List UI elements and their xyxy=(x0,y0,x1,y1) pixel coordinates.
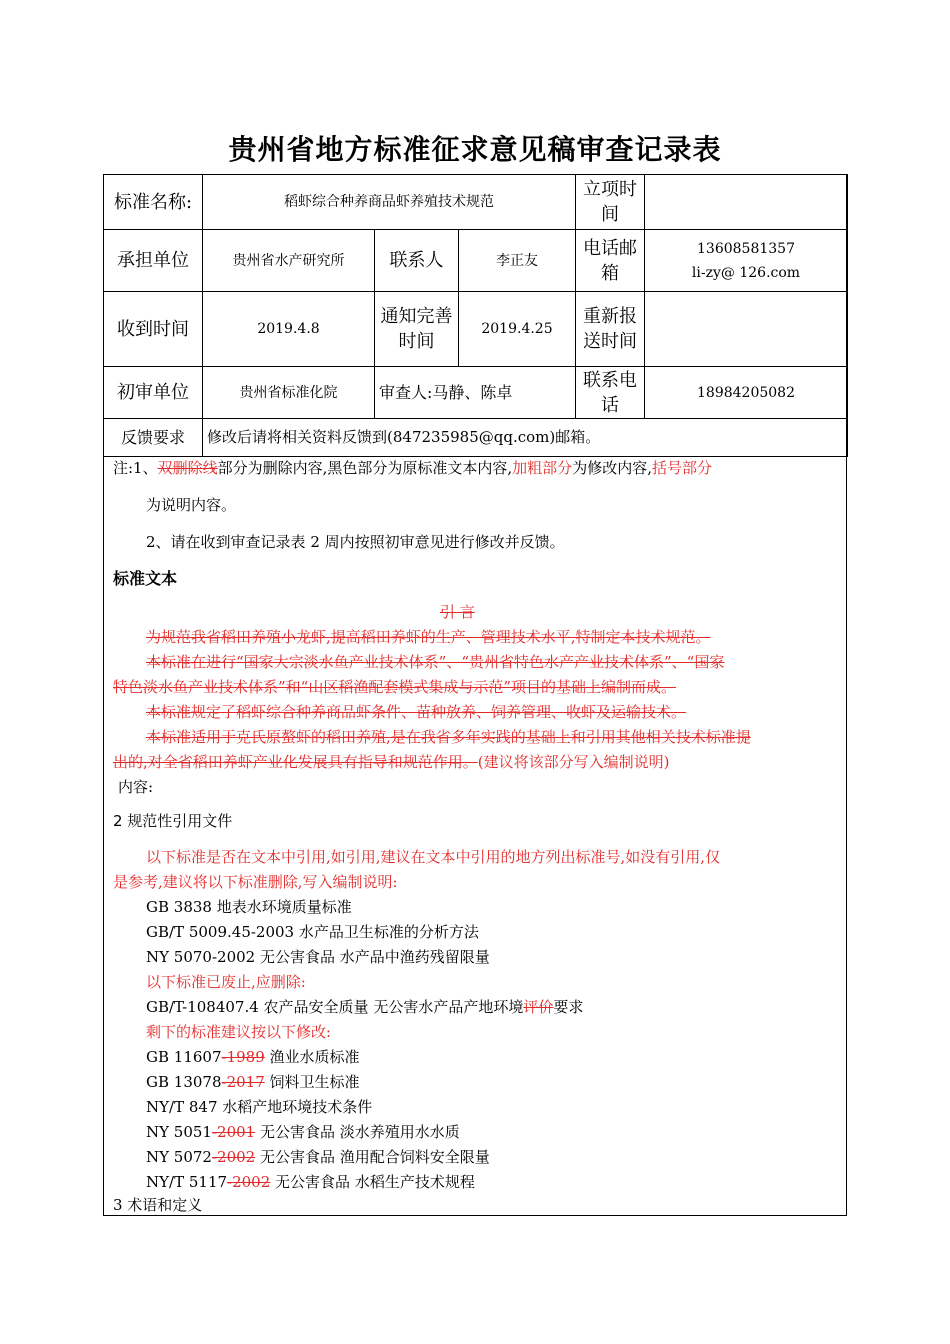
phone-value: 13608581357 xyxy=(697,240,795,257)
intro-title: 引 言 xyxy=(440,603,475,621)
ref-6-a: GB 13078 xyxy=(146,1073,222,1091)
project-time-label: 立项时间 xyxy=(576,175,645,230)
ref-1: GB 3838 地表水环境质量标准 xyxy=(146,898,352,916)
ref-5-del: -1989 xyxy=(221,1048,265,1066)
content-label: 内容: xyxy=(118,778,154,796)
feedback-label: 反馈要求 xyxy=(104,419,203,457)
std-text-heading: 标准文本 xyxy=(113,569,178,588)
ref-9 xyxy=(146,1145,490,1170)
ref-note-a: 以下标准是否在文本中引用,如引用,建议在文本中引用的地方列出标准号,如没有引用,仅 xyxy=(146,848,721,866)
note-1-prefix: 注:1、 xyxy=(113,459,158,477)
ref-6-b: 饲料卫生标准 xyxy=(264,1073,360,1091)
ref-10-b: 无公害食品 水稻生产技术规程 xyxy=(270,1173,475,1191)
note-1-paren: 括号部分 xyxy=(651,459,712,477)
notify-value: 2019.4.25 xyxy=(459,292,576,367)
intro-p3: 本标准规定了稻虾综合种养商品虾条件、苗种放养、饲养管理、收虾及运输技术。 xyxy=(146,703,687,721)
ref-3: NY 5070-2002 无公害食品 水产品中渔药残留限量 xyxy=(146,948,490,966)
page-title: 贵州省地方标准征求意见稿审查记录表 xyxy=(228,133,722,166)
reviewer: 审查人:马静、陈卓 xyxy=(375,367,576,419)
ref-6 xyxy=(146,1070,360,1095)
note-1 xyxy=(113,456,712,481)
note-2: 2、请在收到审查记录表 2 周内按照初审意见进行修改并反馈。 xyxy=(146,533,565,551)
ref-9-b: 无公害食品 渔用配合饲料安全限量 xyxy=(255,1148,490,1166)
ref-7: NY/T 847 水稻产地环境技术条件 xyxy=(146,1098,373,1116)
resubmit-label: 重新报送时间 xyxy=(576,292,645,367)
ref-10 xyxy=(146,1170,475,1195)
org-label: 承担单位 xyxy=(104,230,203,292)
phone-email-label: 电话邮箱 xyxy=(576,230,645,292)
ref-8-a: NY 5051 xyxy=(146,1123,212,1141)
note-1-cont: 为说明内容。 xyxy=(146,496,237,514)
project-time-value xyxy=(645,175,848,230)
ref-5-b: 渔业水质标准 xyxy=(264,1048,360,1066)
intro-p2a: 本标准在进行“国家大宗淡水鱼产业技术体系”、“贵州省特色水产产业技术体系”、“国家 xyxy=(146,653,725,671)
std-name-label: 标准名称: xyxy=(104,175,203,230)
org-value: 贵州省水产研究所 xyxy=(203,230,375,292)
intro-p2b: 特色淡水鱼产业技术体系”和“山区稻渔配套模式集成与示范”项目的基础上编制而成。 xyxy=(113,678,677,696)
ref-4 xyxy=(146,995,583,1020)
review-phone-label: 联系电话 xyxy=(576,367,645,419)
review-org-label: 初审单位 xyxy=(104,367,203,419)
note-1-bold: 加粗部分 xyxy=(512,459,573,477)
ref-9-del: -2002 xyxy=(211,1148,256,1166)
ref-note-b: 是参考,建议将以下标准删除,写入编制说明: xyxy=(113,873,398,891)
note-1-b: 为修改内容, xyxy=(572,459,652,477)
contact-label: 联系人 xyxy=(375,230,459,292)
email-value: li-zy@ 126.com xyxy=(691,264,801,281)
note-1-del: 双删除线 xyxy=(157,459,218,477)
abolished-note: 以下标准已废止,应删除: xyxy=(146,973,306,991)
ref-9-a: NY 5072 xyxy=(146,1148,212,1166)
intro-p4c: (建议将该部分写入编制说明) xyxy=(477,753,670,771)
phone-email-value xyxy=(645,230,848,292)
ref-8-b: 无公害食品 淡水养殖用水水质 xyxy=(255,1123,460,1141)
intro-p4b xyxy=(113,750,670,775)
review-phone-value: 18984205082 xyxy=(645,367,848,419)
ref-5-a: GB 11607 xyxy=(146,1048,222,1066)
ref-5 xyxy=(146,1045,360,1070)
section-2-heading: 2 规范性引用文件 xyxy=(113,812,233,830)
review-org-value: 贵州省标准化院 xyxy=(203,367,375,419)
ref-2: GB/T 5009.45-2003 水产品卫生标准的分析方法 xyxy=(146,923,479,941)
ref-4-b: 7.4 农产品安全质量 无公害水产品产地环境 xyxy=(234,998,524,1016)
std-name-value: 稻虾综合种养商品虾养殖技术规范 xyxy=(203,175,576,230)
modify-note: 剩下的标准建议按以下修改: xyxy=(146,1023,332,1041)
ref-4-d: 要求 xyxy=(553,998,584,1016)
received-value: 2019.4.8 xyxy=(203,292,375,367)
ref-10-del: -2002 xyxy=(227,1173,271,1191)
notify-label: 通知完善时间 xyxy=(375,292,459,367)
section-3-heading: 3 术语和定义 xyxy=(113,1196,203,1214)
resubmit-value xyxy=(645,292,848,367)
ref-6-del: -2017 xyxy=(221,1073,265,1091)
intro-p4b-del: 出的,对全省稻田养虾产业化发展具有指导和规范作用。 xyxy=(113,753,478,771)
note-1-a: 部分为删除内容,黑色部分为原标准文本内容, xyxy=(217,459,513,477)
received-label: 收到时间 xyxy=(104,292,203,367)
contact-value: 李正友 xyxy=(459,230,576,292)
ref-8-del: -2001 xyxy=(211,1123,256,1141)
ref-4-del: 评价 xyxy=(523,998,554,1016)
intro-p1: 为规范我省稻田养殖小龙虾,提高稻田养虾的生产、管理技术水平,特制定本技术规范。 xyxy=(146,628,711,646)
review-form-table xyxy=(103,174,848,457)
feedback-value: 修改后请将相关资料反馈到(847235985@qq.com)邮箱。 xyxy=(203,419,848,457)
intro-p4a: 本标准适用于克氏原螯虾的稻田养殖,是在我省多年实践的基础上和引用其他相关技术标准提 xyxy=(146,728,751,746)
ref-4-a: GB/T-10840 xyxy=(146,998,235,1016)
ref-8 xyxy=(146,1120,460,1145)
ref-10-a: NY/T 5117 xyxy=(146,1173,228,1191)
